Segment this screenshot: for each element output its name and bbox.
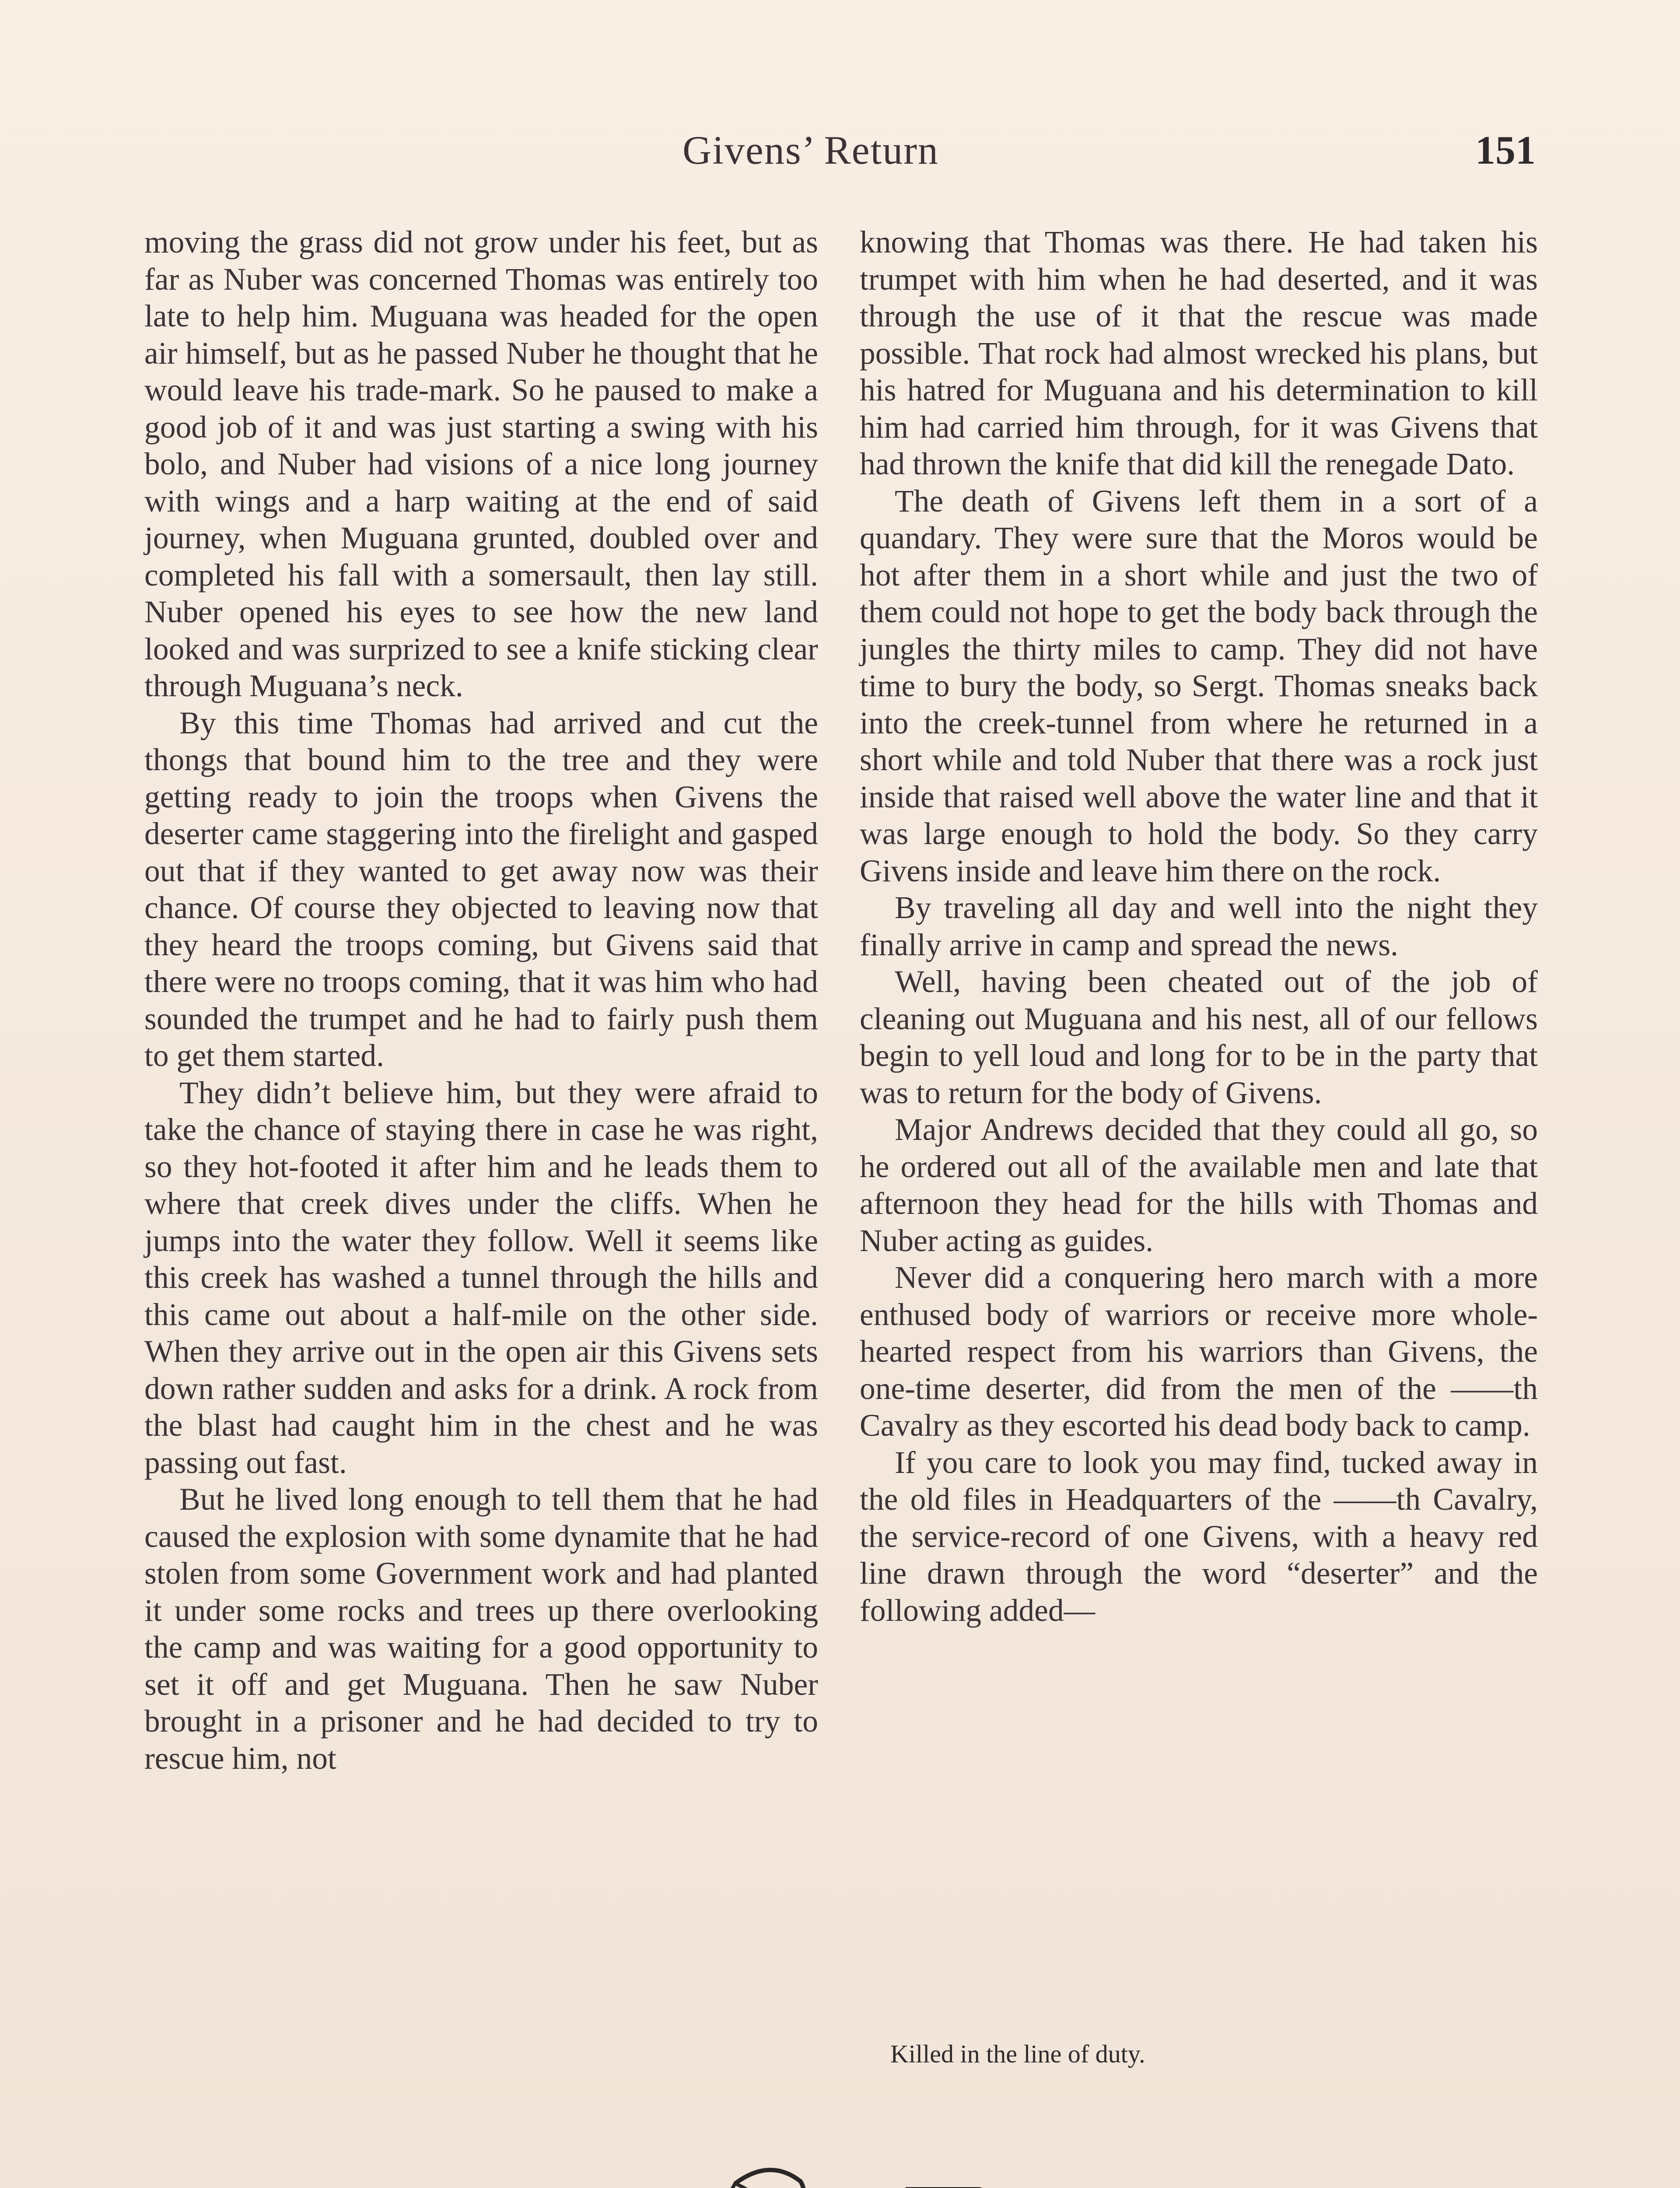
paragraph: By this time Thomas had arrived and cut the thongs that bound him to the tree and they were getting ready to join the troops when Givens the deserter came staggering into the firelight and gasped out that if they wanted to get away now was their chance. Of course they objected to leaving now that they heard the troops coming, but Givens said that there were no troops coming, that it was him who had sounded the trumpet and he had to fairly push them to get them started. (144, 705, 818, 1073)
page-number: 151 (1475, 128, 1536, 172)
rifle-and-powder-horn-icon (564, 2140, 1111, 2188)
paragraph: knowing that Thomas was there. He had taken his trumpet with him when he had deserted, and it was through the use of it that the rescue was made possible. That rock had almost wrecked his plans, but his hatred for Muguana and his determination to kill him had carried him through, for it was Givens that had thrown the knife that did kill the renegade Dato. (860, 225, 1538, 481)
signoff-line: Killed in the line of duty. (890, 2040, 1145, 2068)
running-head (0, 127, 1680, 188)
paragraph: They didn’t believe him, but they were afraid to take the chance of staying there in case he was right, so they hot-footed it after him and he leads them to where that creek dives under the cliffs. When he jumps into the water they follow. Well it seems like this creek has washed a tunnel through the hills and this came out about a half-mile on the other side. When they arrive out in the open air this Givens sets down rather sudden and asks for a drink. A rock from the blast had caught him in the chest and he was passing out fast. (144, 1075, 818, 1480)
paragraph: Well, having been cheated out of the job of cleaning out Muguana and his nest, all of our fellows begin to yell loud and long for to be in the party that was to return for the body of Givens. (860, 964, 1538, 1110)
paragraph: The death of Givens left them in a sort of a quandary. They were sure that the Moros would be hot after them in a short while and just the two of them could not hope to get the body back through the jungles the thirty miles to camp. They did not have time to bury the body, so Sergt. Thomas sneaks back into the creek-tunnel from where he returned in a short while and told Nuber that there was a rock just inside that raised well above the water line and that it was large enough to hold the body. So they carry Givens inside and leave him there on the rock. (860, 484, 1538, 888)
paragraph: But he lived long enough to tell them that he had caused the explosion with some dynamite that he had stolen from some Government work and had planted it under some rocks and trees up there overlooking the camp and was waiting for a good opportunity to set it off and get Muguana. Then he saw Nuber brought in a prisoner and he had decided to try to rescue him, not (144, 1482, 818, 1776)
paragraph: Major Andrews decided that they could all go, so he ordered out all of the available men and late that afternoon they head for the hills with Thomas and Nuber acting as guides. (860, 1112, 1538, 1258)
left-column (144, 224, 818, 1777)
paragraph: If you care to look you may find, tucked away in the old files in Headquarters of the ——th Cavalry, the service-record of one Givens, with a heavy red line drawn through the word “deserter” and the following added— (860, 1445, 1538, 1628)
running-title: Givens’ Return (682, 128, 939, 172)
paragraph: Never did a conquering hero march with a more enthused body of warriors or receive more whole-hearted respect from his warriors than Givens, the one-time deserter, did from the men of the ——th Cavalry as they escorted his dead body back to camp. (860, 1260, 1538, 1443)
paragraph: moving the grass did not grow under his feet, but as far as Nuber was concerned Thomas was entirely too late to help him. Muguana was headed for the open air himself, but as he passed Nuber he thought that he would leave his trade-mark. So he paused to make a good job of it and was just starting a swing with his bolo, and Nuber had visions of a nice long journey with wings and a harp waiting at the end of said journey, when Muguana grunted, doubled over and completed his fall with a somersault, then lay still. Nuber opened his eyes to see how the new land looked and was surprized to see a knife sticking clear through Muguana’s neck. (144, 225, 818, 703)
right-column (860, 224, 1538, 1629)
paragraph: By traveling all day and well into the night they finally arrive in camp and spread the news. (860, 891, 1538, 962)
